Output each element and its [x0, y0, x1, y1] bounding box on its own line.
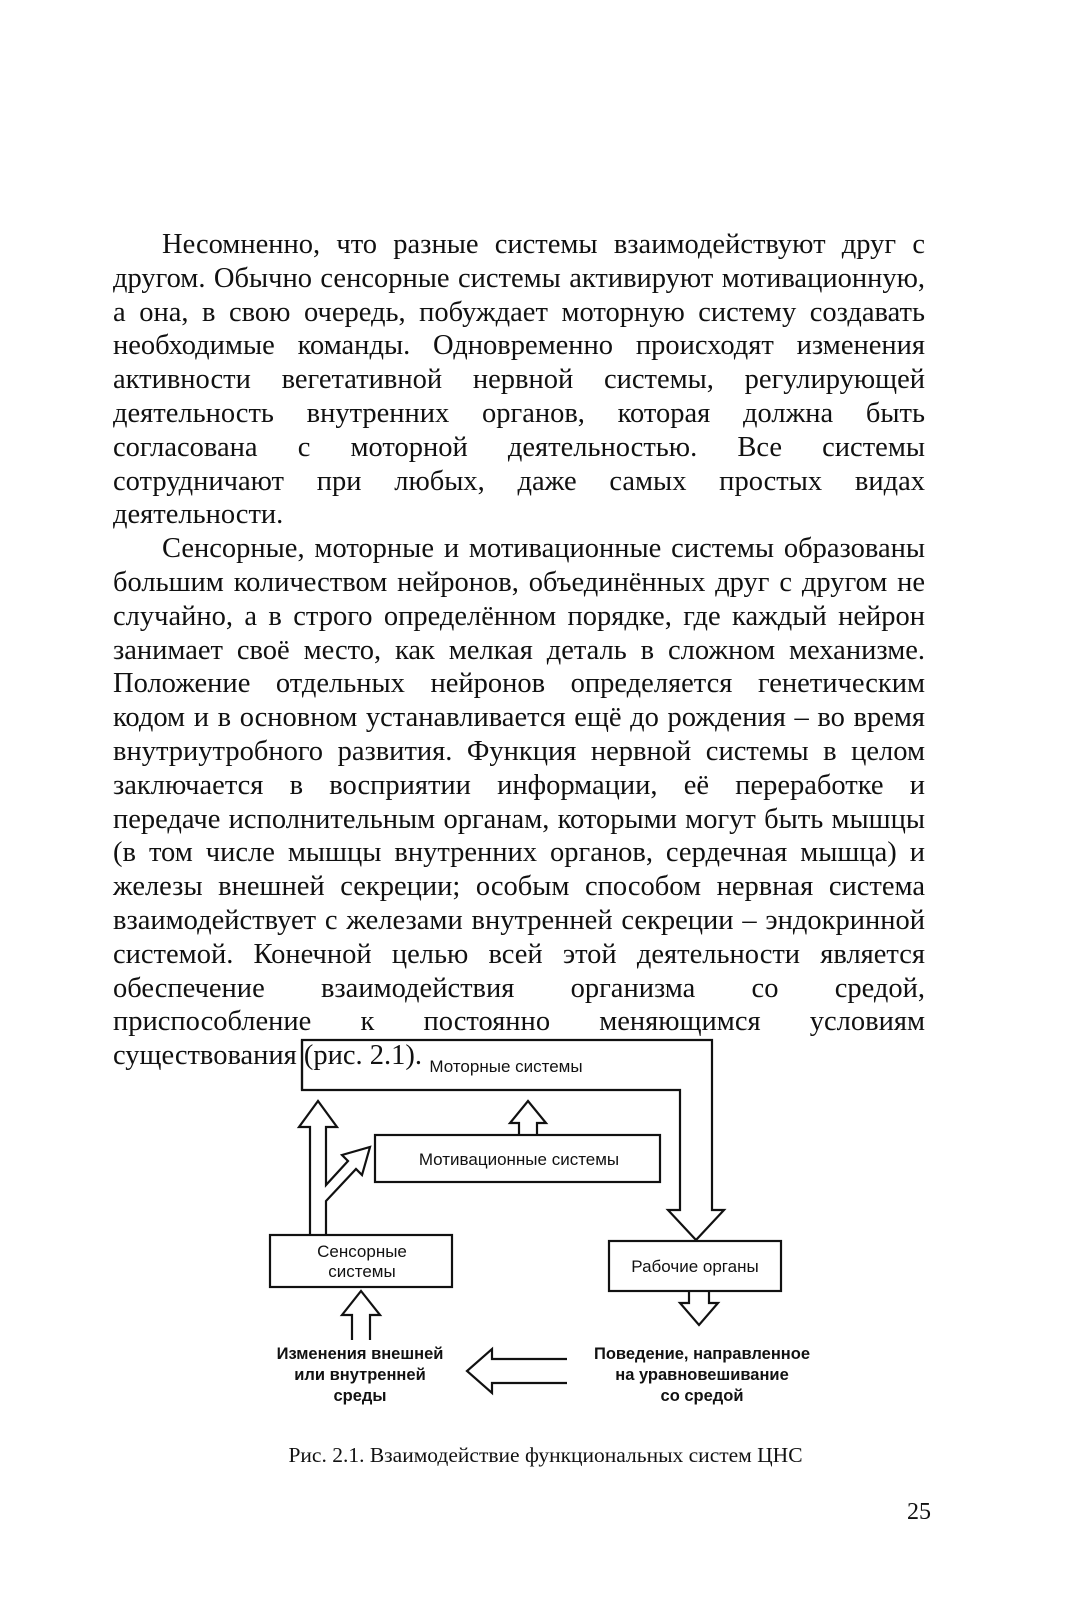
- environment-to-sensory-arrow: [342, 1291, 380, 1340]
- page-number: 25: [907, 1499, 931, 1525]
- sensory-to-motor-arrow: [299, 1101, 370, 1235]
- cns-systems-diagram: [262, 1035, 842, 1415]
- sensory-systems-label-line2: системы: [328, 1262, 396, 1281]
- motor-systems-label: Моторные системы: [429, 1057, 583, 1076]
- paragraph-2: Сенсорные, моторные и мотивационные системы образованы большим количеством нейронов, объединённых друг с другом не случайно, а в строго определённом порядке, где каждый нейрон занимает своё место, как мелкая деталь в сложном механизме. Положение отдельных нейронов определяется генетическим кодом и в основном устанавливается ещё до рождения – во время внутриутробного развития. Функция нервной системы в целом заключается в восприятии информации, её переработке и передаче исполнительным органам, которыми могут быть мышцы (в том числе мышцы внутренних органов, сердечная мышца) и железы внешней секреции; особым способом нервная система взаимодействует с железами внутренней секреции – эндокринной системой. Конечной целью всей этой деятельности является обеспечение взаимодействия организма со средой, приспособление к постоянно меняющимся условиям существования (рис. 2.1).: [113, 533, 925, 1072]
- sensory-systems-label-line1: Сенсорные: [317, 1242, 407, 1261]
- figure-diagram: [262, 1035, 842, 1415]
- behavior-label-line1: Поведение, направленное: [593, 1345, 811, 1363]
- figure-caption: Рис. 2.1. Взаимодействие функциональных систем ЦНС: [288, 1443, 803, 1467]
- environment-label-line3: среды: [333, 1387, 387, 1405]
- organs-to-behavior-arrow: [680, 1291, 718, 1325]
- environment-label-line2: или внутренней: [294, 1366, 426, 1384]
- working-organs-label: Рабочие органы: [631, 1257, 759, 1276]
- body-text: [113, 228, 925, 1073]
- environment-label-line1: Изменения внешней: [276, 1345, 444, 1363]
- behavior-to-environment-arrow: [467, 1349, 567, 1393]
- motivational-to-motor-arrow: [510, 1101, 546, 1135]
- paragraph-1: Несомненно, что разные системы взаимодействуют друг с другом. Обычно сенсорные системы активируют мотивационную, а она, в свою очередь, побуждает моторную систему создавать необходимые команды. Одновременно происходят изменения активности вегетативной нервной системы, регулирующей деятельность внутренних органов, которая должна быть согласована с моторной деятельностью. Все системы сотрудничают при любых, даже самых простых видах деятельности.: [113, 229, 925, 531]
- motivational-systems-label: Мотивационные системы: [418, 1150, 620, 1169]
- behavior-label-line2: на уравновешивание: [615, 1366, 789, 1384]
- behavior-label-line3: со средой: [660, 1387, 744, 1405]
